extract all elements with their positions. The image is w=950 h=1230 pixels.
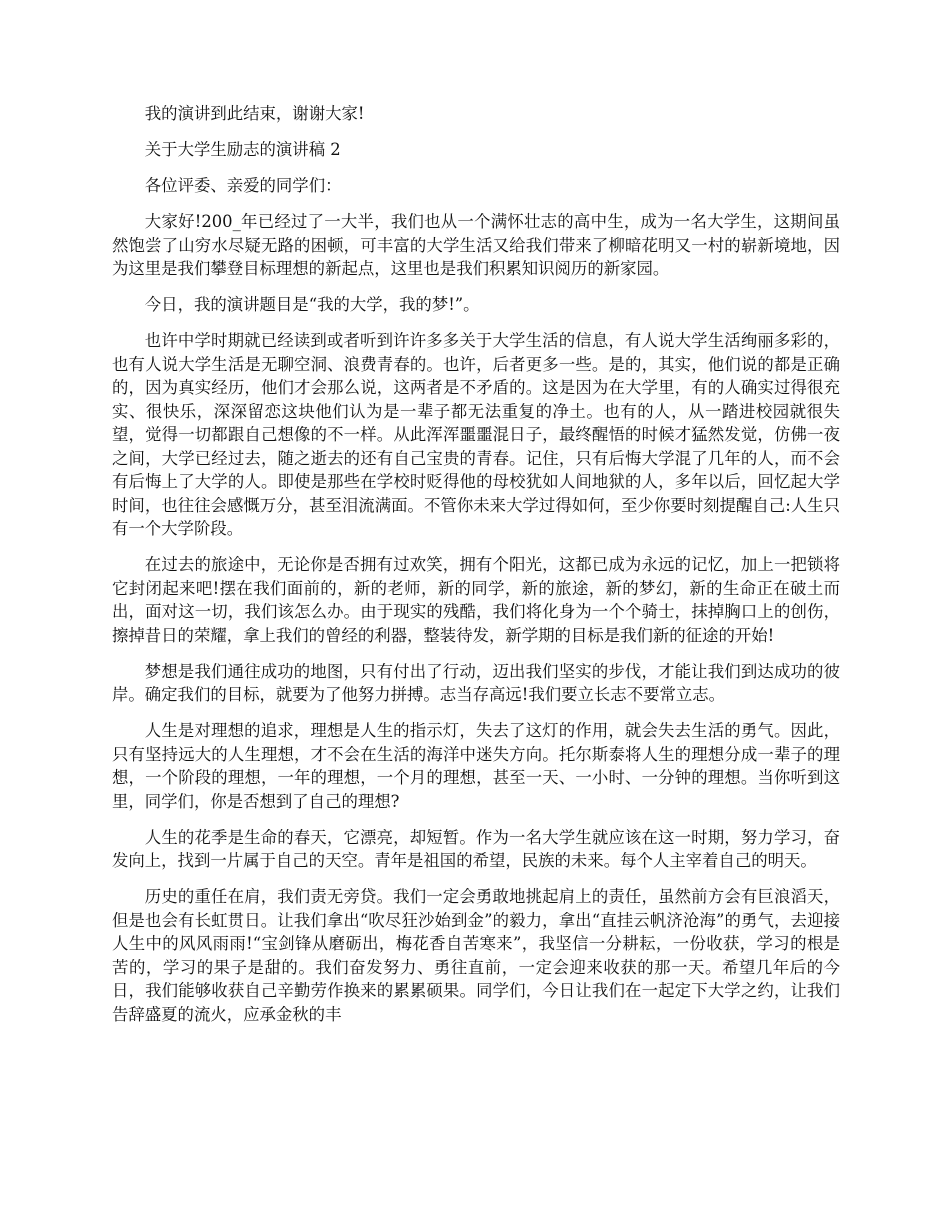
paragraph-youth: 人生的花季是生命的春天，它漂亮，却短暂。作为一名大学生就应该在这一时期，努力学习，奋发向上，找到一片属于自己的天空。青年是祖国的希望，民族的未来。每个人主宰着自己的明天。 — [112, 827, 840, 870]
paragraph-ideals: 人生是对理想的追求，理想是人生的指示灯，失去了这灯的作用，就会失去生活的勇气。因此，只有坚持远大的人生理想，才不会在生活的海洋中迷失方向。托尔斯泰将人生的理想分成一辈子的理想，一个阶段的理想，一年的理想，一个月的理想，甚至一天、一小时、一分钟的理想。当你听到这里，同学们，你是否想到了自己的理想? — [112, 721, 840, 811]
paragraph-dreams: 梦想是我们通往成功的地图，只有付出了行动，迈出我们坚实的步伐，才能让我们到达成功的彼岸。确定我们的目标，就要为了他努力拼搏。志当存高远!我们要立长志不要常立志。 — [112, 661, 840, 704]
paragraph-past-journey: 在过去的旅途中，无论你是否拥有过欢笑，拥有个阳光，这都已成为永远的记忆，加上一把锁将它封闭起来吧!摆在我们面前的，新的老师，新的同学，新的旅途，新的梦幻，新的生命正在破土而出，面对这一切，我们该怎么办。由于现实的残酷，我们将化身为一个个骑士，抹掉胸口上的创伤，擦掉昔日的荣耀，拿上我们的曾经的利器，整装待发，新学期的目标是我们新的征途的开始! — [112, 555, 840, 645]
paragraph-topic: 今日，我的演讲题目是“我的大学，我的梦!”。 — [144, 295, 480, 314]
closing-line: 我的演讲到此结束，谢谢大家! — [144, 104, 365, 123]
paragraph-university-life: 也许中学时期就已经读到或者听到许许多多关于大学生活的信息，有人说大学生活绚丽多彩的，也有人说大学生活是无聊空洞、浪费青春的。也许，后者更多一些。是的，其实，他们说的都是正确的，因为真实经历，他们才会那么说，这两者是不矛盾的。这是因为在大学里，有的人确实过得很充实、很快乐，深深留恋这块他们认为是一辈子都无法重复的净土。也有的人，从一踏进校园就很失望，觉得一切都跟自己想像的不一样。从此浑浑噩噩混日子，最终醒悟的时候才猛然发觉，仿佛一夜之间，大学已经过去，随之逝去的还有自己宝贵的青春。记住，只有后悔大学混了几年的人，而不会有后悔上了大学的人。即使是那些在学校时贬得他的母校犹如人间地狱的人，多年以后，回忆起大学时间，也往往会感慨万分，甚至泪流满面。不管你未来大学过得如何，至少你要时刻提醒自己:人生只有一个大学阶段。 — [112, 331, 840, 538]
speech-title: 关于大学生励志的演讲稿 2 — [144, 140, 341, 159]
paragraph-responsibility: 历史的重任在肩，我们责无旁贷。我们一定会勇敢地挑起肩上的责任，虽然前方会有巨浪滔天，但是也会有长虹贯日。让我们拿出“吹尽狂沙始到金”的毅力，拿出“直挂云帆济沧海”的勇气，去迎接人生中的风风雨雨!“宝剑锋从磨砺出，梅花香自苦寒来”，我坚信一分耕耘，一份收获，学习的根是苦的，学习的果子是甜的。我们奋发努力、勇往直前，一定会迎来收获的那一天。希望几年后的今日，我们能够收获自己辛勤劳作换来的累累硕果。同学们，今日让我们在一起定下大学之约，让我们告辞盛夏的流火，应承金秋的丰 — [112, 887, 840, 1024]
paragraph-greeting: 大家好!200_年已经过了一大半，我们也从一个满怀壮志的高中生，成为一名大学生，这期间虽然饱尝了山穷水尽疑无路的困顿，可丰富的大学生活又给我们带来了柳暗花明又一村的崭新境地，因为这里是我们攀登目标理想的新起点，这里也是我们积累知识阅历的新家园。 — [112, 212, 840, 278]
salutation: 各位评委、亲爱的同学们： — [144, 176, 342, 195]
document-page — [112, 102, 840, 1039]
